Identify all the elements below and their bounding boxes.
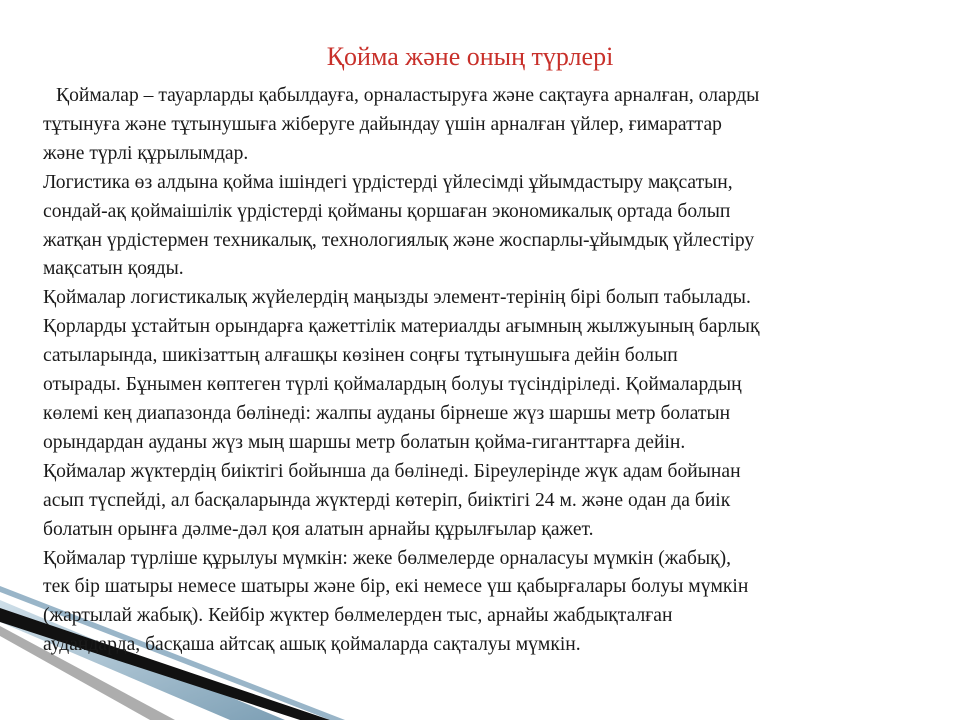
- text-line: Қорларды ұстайтын орындарға қажеттілік материалды ағымның жылжуының барлық: [43, 316, 760, 338]
- body-text: [43, 82, 933, 660]
- text-line: (жартылай жабық). Кейбір жүктер бөлмелерден тыс, арнайы жабдықталған: [43, 605, 673, 627]
- text-line: тұтынуға және тұтынушыға жіберуге дайындау үшін арналған үйлер, ғимараттар: [43, 113, 722, 135]
- text-line: жатқан үрдістермен техникалық, технологиялық және жоспарлы-ұйымдық үйлестіру: [43, 229, 755, 251]
- text-line: мақсатын қояды.: [43, 258, 184, 280]
- text-line: отырады. Бұнымен көптеген түрлі қоймалардың болуы түсіндіріледі. Қоймалардың: [43, 374, 742, 396]
- text-line: көлемі кең диапазонда бөлінеді: жалпы ауданы бірнеше жүз шаршы метр болатын: [43, 402, 731, 424]
- text-line: орындардан ауданы жүз мың шаршы метр болатын қойма-гиганттарға дейін.: [43, 431, 686, 453]
- text-line: аудандарда, басқаша айтсақ ашық қоймаларда сақталуы мүмкін.: [43, 634, 581, 656]
- text-line: сондай-ақ қоймаішілік үрдістерді қойманы қоршаған экономикалық ортада болып: [43, 200, 731, 222]
- text-line: Қоймалар логистикалық жүйелердің маңызды элемент-терінің бірі болып табылады.: [43, 287, 751, 309]
- text-line: сатыларында, шикізаттың алғашқы көзінен соңғы тұтынушыға дейін болып: [43, 345, 678, 367]
- text-line: Логистика өз алдына қойма ішіндегі үрдістерді үйлесімді ұйымдастыру мақсатын,: [43, 171, 733, 193]
- text-line: және түрлі құрылымдар.: [43, 142, 249, 164]
- text-line: Қоймалар түрліше құрылуы мүмкін: жеке бөлмелерде орналасуы мүмкін (жабық),: [43, 547, 732, 569]
- text-line: болатын орынға дәлме-дәл қоя алатын арнайы құрылғылар қажет.: [43, 518, 594, 540]
- text-line: асып түспейді, ал басқаларында жүктерді көтеріп, биіктігі 24 м. және одан да биік: [43, 489, 731, 511]
- slide-title: Қойма және оның түрлері: [326, 42, 614, 71]
- text-line: Қоймалар – тауарларды қабылдауға, орналастыруға және сақтауға арналған, оларды: [56, 85, 760, 106]
- text-line: тек бір шатыры немесе шатыры және бір, екі немесе үш қабырғалары болуы мүмкін: [43, 576, 749, 598]
- text-line: Қоймалар жүктердің биіктігі бойынша да бөлінеді. Біреулерінде жүк адам бойынан: [43, 460, 741, 482]
